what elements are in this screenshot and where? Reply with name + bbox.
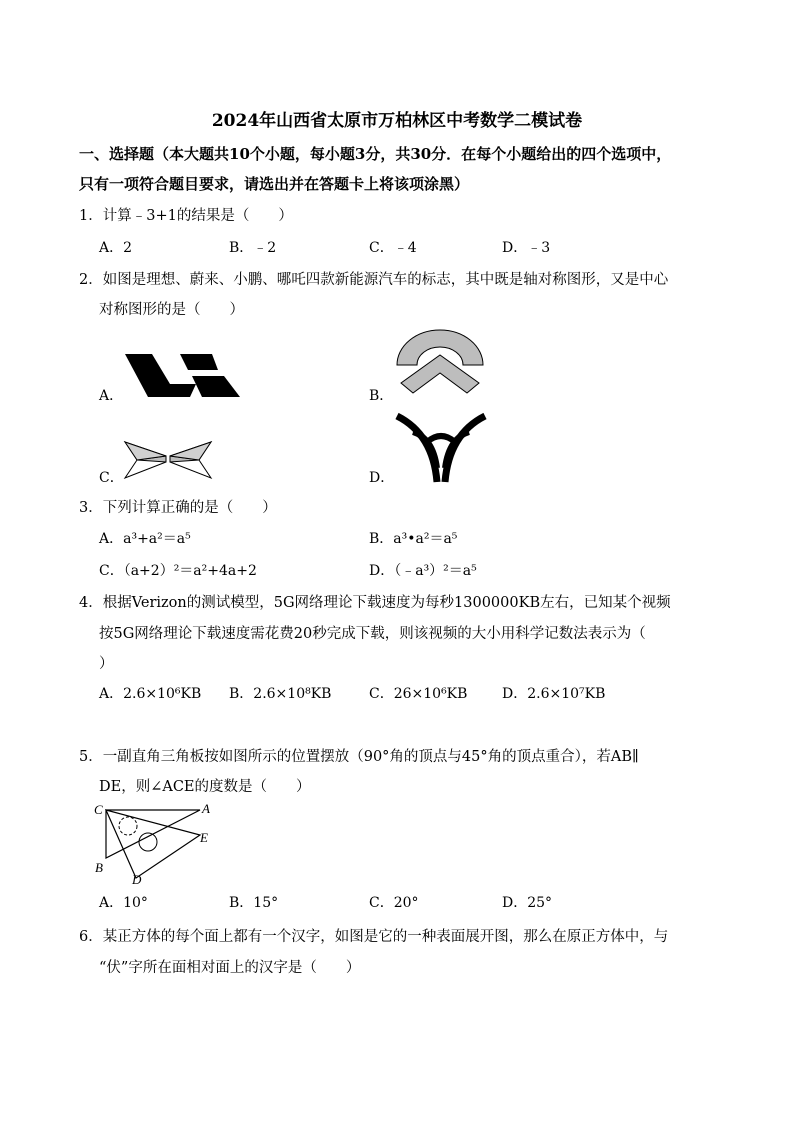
- li-auto-logo-figure: [120, 352, 244, 400]
- q4-option-b: B．2.6×10⁸KB: [229, 686, 332, 702]
- q2-stem-line2: 对称图形的是（ ）: [99, 302, 244, 318]
- section-heading-line1: 一、选择题（本大题共10个小题，每小题3分，共30分．在每个小题给出的四个选项中，: [79, 145, 672, 163]
- q5-option-d: D．25°: [502, 895, 553, 911]
- q1-option-c: C．﹣4: [369, 240, 417, 256]
- xpeng-logo-figure: [121, 440, 215, 480]
- point-label-b: B: [95, 860, 103, 875]
- q2-option-d: D．: [369, 470, 395, 486]
- page-title: 2024年山西省太原市万柏林区中考数学二模试卷: [211, 111, 583, 131]
- point-label-e: E: [200, 830, 208, 845]
- q5-option-b: B．15°: [229, 895, 279, 911]
- q5-stem-line2: DE，则∠ACE的度数是（ ）: [99, 779, 311, 795]
- section-heading-line2: 只有一项符合题目要求，请选出并在答题卡上将该项涂黑）: [79, 175, 470, 193]
- q5-option-a: A．10°: [99, 895, 148, 911]
- q4-stem-line3: ）: [99, 656, 114, 672]
- q5-option-c: C．20°: [369, 895, 419, 911]
- q1-option-a: A．2: [99, 240, 133, 256]
- neta-logo-figure: [393, 408, 489, 484]
- q1-stem: 1．计算﹣3+1的结果是（ ）: [79, 208, 293, 224]
- q4-stem-line1: 4．根据Verizon的测试模型，5G网络理论下载速度为每秒1300000KB左右，已知某个视频: [79, 595, 671, 611]
- q2-stem-line1: 2．如图是理想、蔚来、小鹏、哪吒四款新能源汽车的标志，其中既是轴对称图形，又是中心: [79, 272, 669, 288]
- q2-option-a: A．: [99, 388, 124, 404]
- q1-option-b: B．﹣2: [229, 240, 277, 256]
- q5-stem-line1: 5．一副直角三角板按如图所示的位置摆放（90°角的顶点与45°角的顶点重合），若AB∥: [79, 749, 639, 765]
- point-label-a: A: [202, 801, 210, 816]
- set-square-figure: [90, 798, 220, 888]
- q4-option-a: A．2.6×10⁶KB: [99, 686, 202, 702]
- q3-stem: 3．下列计算正确的是（ ）: [79, 500, 277, 516]
- point-label-c: C: [94, 802, 103, 817]
- q4-option-d: D．2.6×10⁷KB: [502, 686, 606, 702]
- q4-stem-line2: 按5G网络理论下载速度需花费20秒完成下载，则该视频的大小用科学记数法表示为（: [99, 626, 646, 642]
- q3-option-b: B．a³•a²＝a⁵: [369, 531, 458, 547]
- q2-option-c: C．: [99, 470, 124, 486]
- q3-option-c: C．（a+2）²＝a²+4a+2: [99, 563, 257, 579]
- q3-option-d: D．（﹣a³）²＝a⁵: [369, 563, 477, 579]
- nio-logo-figure: [393, 327, 487, 397]
- point-label-d: D: [132, 872, 142, 887]
- q6-stem-line1: 6．某正方体的每个面上都有一个汉字，如图是它的一种表面展开图，那么在原正方体中，与: [79, 929, 669, 945]
- q1-option-d: D．﹣3: [502, 240, 551, 256]
- q4-option-c: C．26×10⁶KB: [369, 686, 468, 702]
- q6-stem-line2: “伏”字所在面相对面上的汉字是（ ）: [99, 960, 361, 976]
- q3-option-a: A．a³+a²＝a⁵: [99, 531, 191, 547]
- q2-option-b: B．: [369, 388, 394, 404]
